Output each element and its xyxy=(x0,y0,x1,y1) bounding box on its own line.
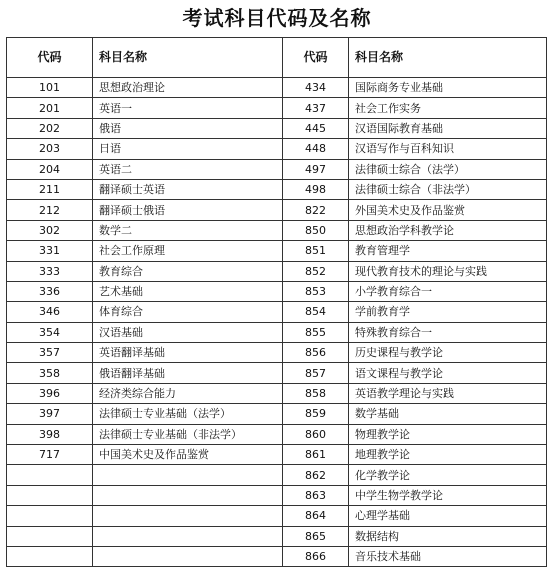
subject-code-cell: 862 xyxy=(283,465,349,485)
table-row xyxy=(7,465,547,485)
table-row xyxy=(7,526,547,546)
subject-code-cell: 212 xyxy=(7,200,93,220)
subject-code-cell: 211 xyxy=(7,179,93,199)
table-row xyxy=(7,98,547,118)
subject-name-cell: 小学教育综合一 xyxy=(349,281,547,301)
subject-name-cell: 俄语翻译基础 xyxy=(93,363,283,383)
subject-code-cell xyxy=(7,506,93,526)
subject-code-cell: 858 xyxy=(283,383,349,403)
subject-name-cell xyxy=(93,506,283,526)
subject-code-cell: 358 xyxy=(7,363,93,383)
subject-name-cell: 历史课程与教学论 xyxy=(349,343,547,363)
table-row xyxy=(7,383,547,403)
subject-name-cell: 经济类综合能力 xyxy=(93,383,283,403)
subject-code-cell: 398 xyxy=(7,424,93,444)
subject-name-cell: 心理学基础 xyxy=(349,506,547,526)
page-title: 考试科目代码及名称 xyxy=(182,6,372,30)
subject-name-cell: 艺术基础 xyxy=(93,281,283,301)
table-row xyxy=(7,424,547,444)
subject-code-cell: 859 xyxy=(283,404,349,424)
subject-code-cell: 856 xyxy=(283,343,349,363)
subject-code-cell: 445 xyxy=(283,118,349,138)
subject-name-cell: 法律硕士专业基础（非法学） xyxy=(93,424,283,444)
subject-name-cell: 体育综合 xyxy=(93,302,283,322)
table-row xyxy=(7,343,547,363)
table-row xyxy=(7,261,547,281)
table-header-row xyxy=(7,38,547,78)
subject-code-cell: 357 xyxy=(7,343,93,363)
table-row xyxy=(7,159,547,179)
subject-code-cell: 857 xyxy=(283,363,349,383)
subject-code-cell: 850 xyxy=(283,220,349,240)
subject-name-cell: 日语 xyxy=(93,139,283,159)
subject-name-cell xyxy=(93,546,283,566)
subject-code-cell xyxy=(7,526,93,546)
subject-code-cell: 855 xyxy=(283,322,349,342)
subject-code-cell: 204 xyxy=(7,159,93,179)
table-row xyxy=(7,78,547,98)
header-code-right: 代码 xyxy=(283,38,349,78)
table-row xyxy=(7,118,547,138)
subject-name-cell: 数学基础 xyxy=(349,404,547,424)
subject-code-cell xyxy=(7,465,93,485)
subject-name-cell: 英语二 xyxy=(93,159,283,179)
subject-name-cell: 汉语国际教育基础 xyxy=(349,118,547,138)
table-row xyxy=(7,485,547,505)
table-row xyxy=(7,220,547,240)
subject-code-cell: 437 xyxy=(283,98,349,118)
subject-name-cell: 物理教学论 xyxy=(349,424,547,444)
subject-code-cell xyxy=(7,546,93,566)
table-row xyxy=(7,445,547,465)
subject-name-cell: 英语一 xyxy=(93,98,283,118)
subject-code-cell: 346 xyxy=(7,302,93,322)
subject-name-cell: 法律硕士综合（法学） xyxy=(349,159,547,179)
subject-code-cell: 865 xyxy=(283,526,349,546)
subject-code-cell: 864 xyxy=(283,506,349,526)
subject-code-cell: 333 xyxy=(7,261,93,281)
subject-name-cell: 中国美术史及作品鉴赏 xyxy=(93,445,283,465)
subject-name-cell xyxy=(93,485,283,505)
subject-code-cell: 397 xyxy=(7,404,93,424)
subject-name-cell: 社会工作实务 xyxy=(349,98,547,118)
table-row xyxy=(7,139,547,159)
subject-code-cell: 851 xyxy=(283,241,349,261)
subject-code-cell: 302 xyxy=(7,220,93,240)
subject-code-cell: 101 xyxy=(7,78,93,98)
subject-code-cell: 202 xyxy=(7,118,93,138)
subject-code-cell: 354 xyxy=(7,322,93,342)
subject-code-cell: 331 xyxy=(7,241,93,261)
subject-code-cell: 853 xyxy=(283,281,349,301)
table-body xyxy=(7,78,547,567)
header-name-left: 科目名称 xyxy=(93,38,283,78)
subject-name-cell: 英语教学理论与实践 xyxy=(349,383,547,403)
subject-name-cell: 特殊教育综合一 xyxy=(349,322,547,342)
table-row xyxy=(7,281,547,301)
subject-name-cell: 化学教学论 xyxy=(349,465,547,485)
table-row xyxy=(7,241,547,261)
subject-name-cell: 外国美术史及作品鉴赏 xyxy=(349,200,547,220)
subject-name-cell: 汉语基础 xyxy=(93,322,283,342)
subject-code-cell: 861 xyxy=(283,445,349,465)
table-row xyxy=(7,179,547,199)
subject-code-cell: 396 xyxy=(7,383,93,403)
subject-code-table xyxy=(6,37,547,567)
subject-code-cell: 860 xyxy=(283,424,349,444)
subject-code-cell: 434 xyxy=(283,78,349,98)
subject-name-cell: 法律硕士专业基础（法学） xyxy=(93,404,283,424)
subject-code-cell: 863 xyxy=(283,485,349,505)
subject-code-cell: 336 xyxy=(7,281,93,301)
subject-name-cell: 汉语写作与百科知识 xyxy=(349,139,547,159)
table-row xyxy=(7,546,547,566)
subject-name-cell: 翻译硕士俄语 xyxy=(93,200,283,220)
subject-name-cell: 法律硕士综合（非法学） xyxy=(349,179,547,199)
subject-name-cell: 思想政治学科教学论 xyxy=(349,220,547,240)
subject-name-cell xyxy=(93,465,283,485)
subject-name-cell: 国际商务专业基础 xyxy=(349,78,547,98)
subject-name-cell: 学前教育学 xyxy=(349,302,547,322)
header-name-right: 科目名称 xyxy=(349,38,547,78)
subject-name-cell: 思想政治理论 xyxy=(93,78,283,98)
subject-code-cell: 201 xyxy=(7,98,93,118)
subject-name-cell: 俄语 xyxy=(93,118,283,138)
subject-name-cell: 音乐技术基础 xyxy=(349,546,547,566)
subject-code-cell: 203 xyxy=(7,139,93,159)
table-row xyxy=(7,506,547,526)
subject-code-cell: 852 xyxy=(283,261,349,281)
subject-name-cell: 数据结构 xyxy=(349,526,547,546)
subject-code-cell: 448 xyxy=(283,139,349,159)
header-code-left: 代码 xyxy=(7,38,93,78)
subject-name-cell: 社会工作原理 xyxy=(93,241,283,261)
subject-code-cell xyxy=(7,485,93,505)
subject-code-cell: 854 xyxy=(283,302,349,322)
table-row xyxy=(7,363,547,383)
subject-name-cell: 中学生物学教学论 xyxy=(349,485,547,505)
subject-code-cell: 717 xyxy=(7,445,93,465)
subject-name-cell: 语文课程与教学论 xyxy=(349,363,547,383)
table-row xyxy=(7,404,547,424)
subject-name-cell: 教育综合 xyxy=(93,261,283,281)
subject-name-cell xyxy=(93,526,283,546)
table-row xyxy=(7,322,547,342)
subject-code-cell: 497 xyxy=(283,159,349,179)
subject-name-cell: 数学二 xyxy=(93,220,283,240)
subject-name-cell: 翻译硕士英语 xyxy=(93,179,283,199)
subject-code-cell: 498 xyxy=(283,179,349,199)
table-row xyxy=(7,302,547,322)
subject-name-cell: 教育管理学 xyxy=(349,241,547,261)
subject-name-cell: 地理教学论 xyxy=(349,445,547,465)
subject-code-cell: 866 xyxy=(283,546,349,566)
subject-code-cell: 822 xyxy=(283,200,349,220)
table-row xyxy=(7,200,547,220)
subject-name-cell: 英语翻译基础 xyxy=(93,343,283,363)
subject-name-cell: 现代教育技术的理论与实践 xyxy=(349,261,547,281)
